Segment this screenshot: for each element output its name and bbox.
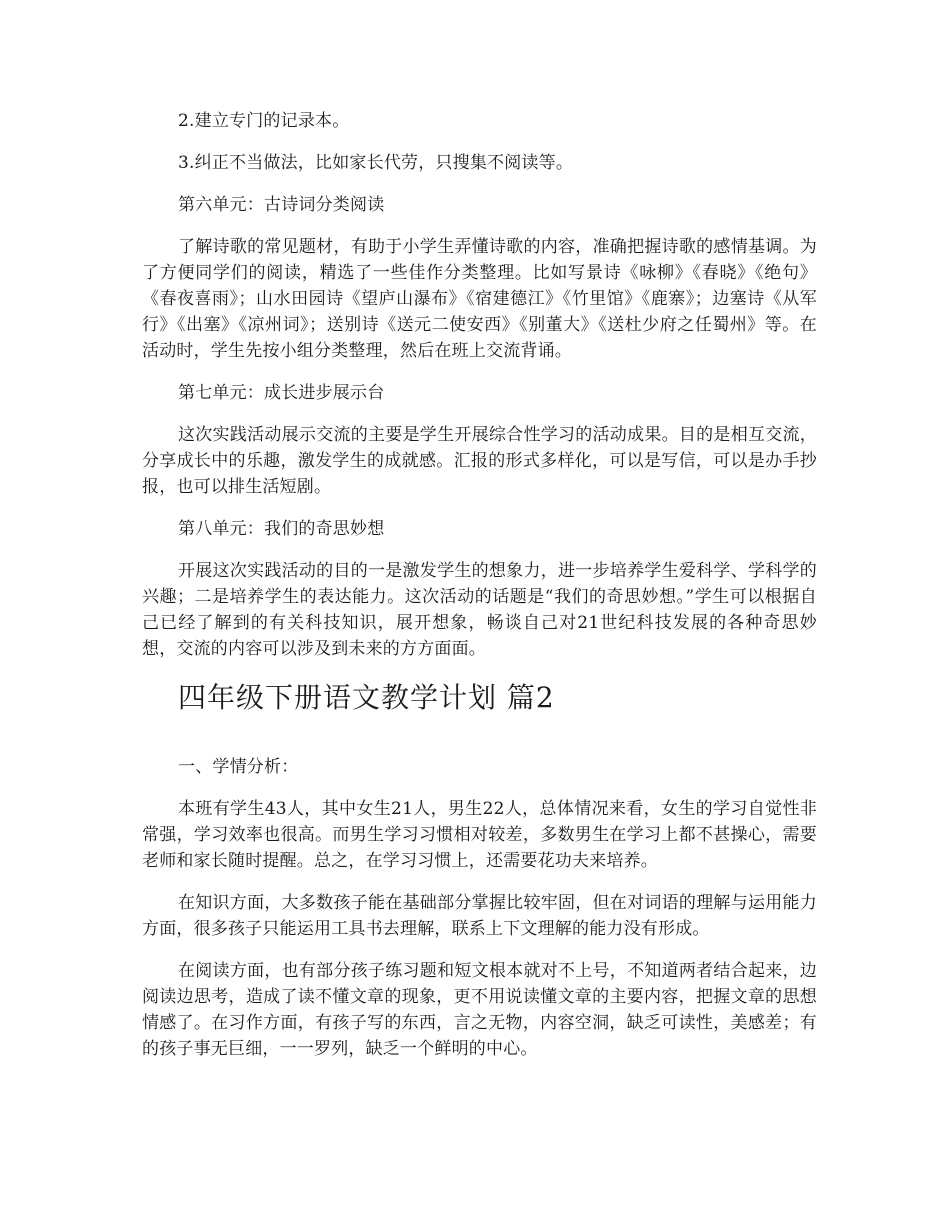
body-paragraph: 了解诗歌的常见题材，有助于小学生弄懂诗歌的内容，准确把握诗歌的感情基调。为了方便同学们的阅读，精选了一些佳作分类整理。比如写景诗《咏柳》《春晓》《绝句》《春夜喜雨》；山水田园诗《望庐山瀑布》《宿建德江》《竹里馆》《鹿寨》；边塞诗《从军行》《出塞》《凉州词》；送别诗《送元二使安西》《别董大》《送杜少府之任蜀州》等。在活动时，学生先按小组分类整理，然后在班上交流背诵。 xyxy=(142,237,817,361)
body-paragraph: 本班有学生43人，其中女生21人，男生22人，总体情况来看，女生的学习自觉性非常强，学习效率也很高。而男生学习习惯相对较差，多数男生在学习上都不甚操心，需要老师和家长随时提醒。总之，在学习习惯上，还需要花功夫来培养。 xyxy=(142,799,817,871)
unit-title: 第七单元：成长进步展示台 xyxy=(178,383,385,403)
body-paragraph: 在阅读方面，也有部分孩子练习题和短文根本就对不上号，不知道两者结合起来，边阅读边思考，造成了读不懂文章的现象，更不用说读懂文章的主要内容，把握文章的思想情感了。在习作方面，有孩子写的东西，言之无物，内容空洞，缺乏可读性，美感差；有的孩子事无巨细，一一罗列，缺乏一个鲜明的中心。 xyxy=(142,961,817,1059)
body-paragraph: 开展这次实践活动的目的一是激发学生的想象力，进一步培养学生爱科学、学科学的兴趣；二是培养学生的表达能力。这次活动的话题是“我们的奇思妙想。”学生可以根据自己已经了解到的有关科技知识，展开想象，畅谈自己对21世纪科技发展的各种奇思妙想，交流的内容可以涉及到未来的方方面面。 xyxy=(142,561,817,659)
document-page xyxy=(142,108,817,1078)
body-paragraph: 在知识方面，大多数孩子能在基础部分掌握比较牢固，但在对词语的理解与运用能力方面，很多孩子只能运用工具书去理解，联系上下文理解的能力没有形成。 xyxy=(142,893,817,939)
list-item: 2.建立专门的记录本。 xyxy=(178,111,350,131)
list-item: 3.纠正不当做法，比如家长代劳，只搜集不阅读等。 xyxy=(178,153,574,173)
unit-title: 第八单元：我们的奇思妙想 xyxy=(178,519,385,539)
sub-heading: 一、学情分析： xyxy=(178,757,299,777)
section-heading: 四年级下册语文教学计划 篇2 xyxy=(178,681,555,714)
unit-title: 第六单元：古诗词分类阅读 xyxy=(178,195,385,215)
body-paragraph: 这次实践活动展示交流的主要是学生开展综合性学习的活动成果。目的是相互交流，分享成长中的乐趣，激发学生的成就感。汇报的形式多样化，可以是写信，可以是办手抄报，也可以排生活短剧。 xyxy=(142,425,817,497)
